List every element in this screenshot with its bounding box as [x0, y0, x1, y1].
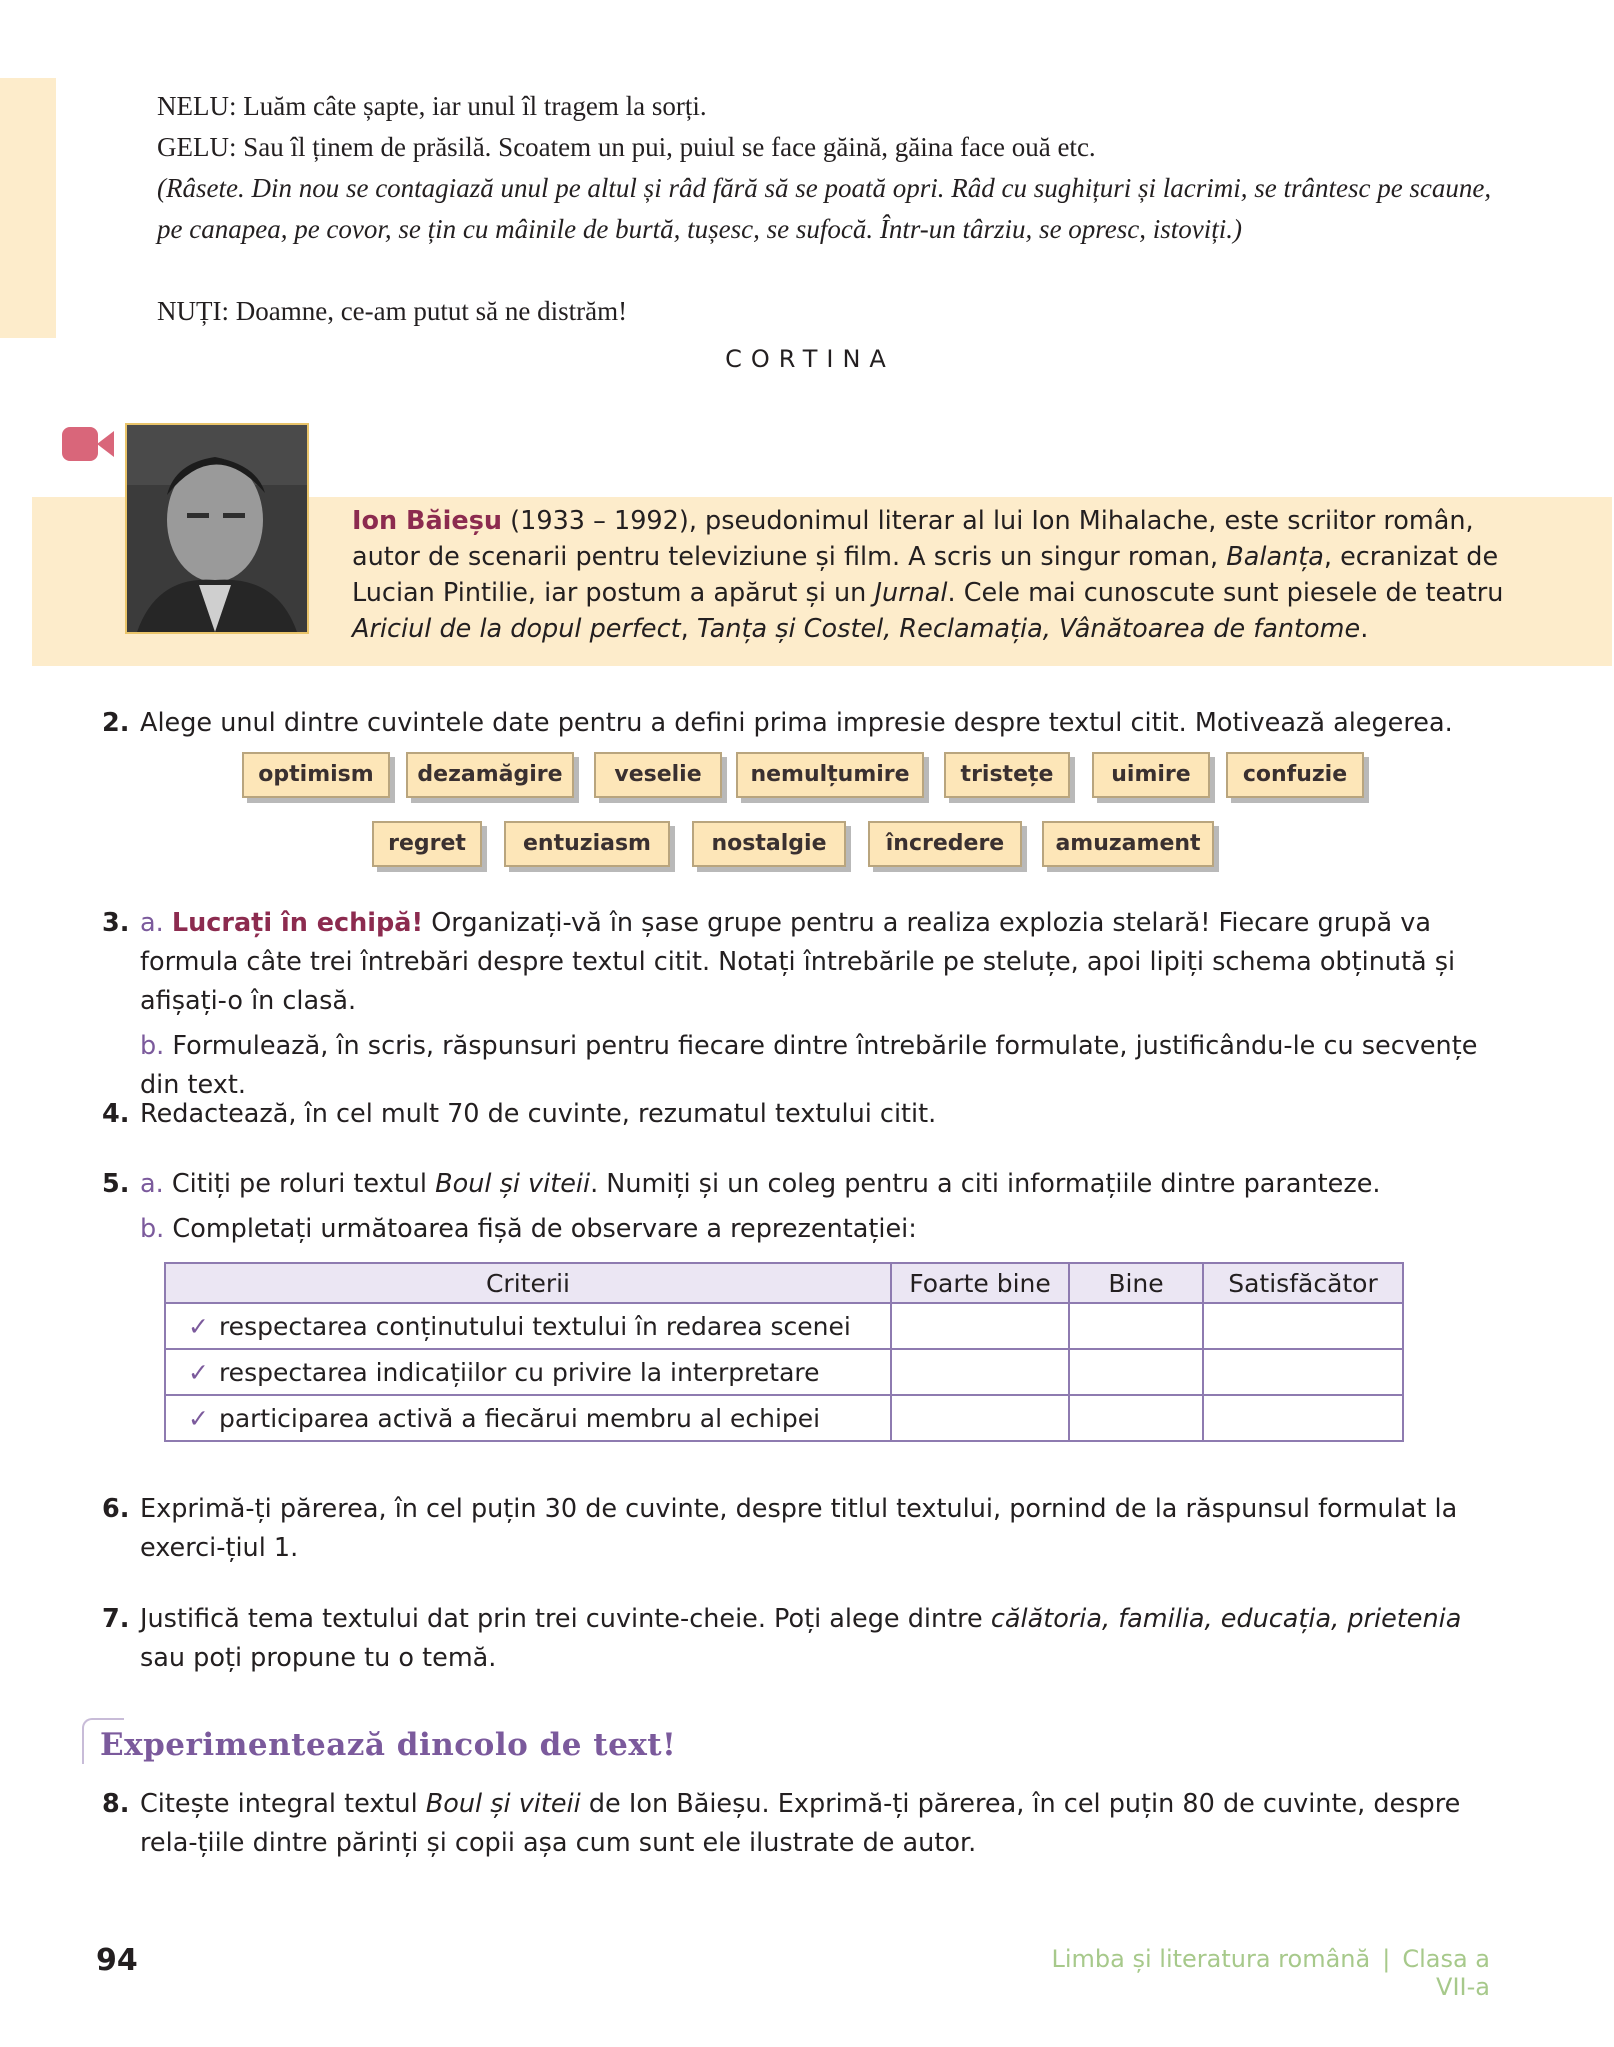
dialogue-line-nuti: NUȚI: Doamne, ce-am putut să ne distrăm! [157, 296, 628, 326]
stage-direction-text: (Râsete. Din nou se contagiază unul pe altul și râd fără să se poată opri. Râd cu sughițuri și lacrimi, se trântesc pe scaune, pe canapea, pe covor, se țin cu mâinile de burtă, tușesc, se sufocă. Într-un târziu, se opresc, istoviți.) [157, 173, 1492, 244]
footer [1020, 1945, 1490, 2001]
bio-italic: Jurnal [874, 578, 948, 608]
rating-cell[interactable] [1069, 1395, 1203, 1441]
criteria-text: participarea activă a fiecărui membru al echipei [218, 1403, 821, 1433]
word-chip[interactable]: încredere [868, 821, 1022, 867]
bio-part: . [1360, 614, 1369, 644]
question-number: 8. [102, 1789, 130, 1819]
question-text: Exprimă-ți părerea, în cel puțin 30 de cuvinte, despre titlul textului, pornind de la răspunsul formulat la exerci-țiul 1. [140, 1494, 1458, 1563]
question-text: Citiți pe roluri textul [171, 1169, 436, 1199]
question-part: de Ion Băieșu. Exprimă-ți părerea, în cel puțin 80 de cuvinte, despre rela-țiile dintre părinți și copii așa cum sunt ele ilustrate de autor. [140, 1789, 1461, 1858]
table-header: Foarte bine [891, 1263, 1069, 1303]
word-chip[interactable]: dezamăgire [406, 752, 574, 798]
rating-cell[interactable] [891, 1303, 1069, 1349]
word-chip[interactable]: confuzie [1226, 752, 1364, 798]
dialogue-line-nelu: NELU: Luăm câte șapte, iar unul îl tragem la sorți. [157, 91, 707, 121]
question-7 [102, 1600, 1512, 1678]
bio-part: . Cele mai cunoscute sunt piesele de teatru [947, 578, 1504, 608]
table-row [165, 1395, 1403, 1441]
question-text: . Numiți și un coleg pentru a citi informațiile dintre paranteze. [590, 1169, 1381, 1199]
rating-cell[interactable] [1203, 1395, 1403, 1441]
question-part: sau poți propune tu o temă. [140, 1643, 497, 1673]
word-chip[interactable]: uimire [1092, 752, 1210, 798]
sub-label: b. [140, 1214, 165, 1244]
question-text: Completați următoarea fișă de observare a reprezentației: [172, 1214, 917, 1244]
question-number: 3. [102, 908, 130, 938]
question-number: 7. [102, 1604, 130, 1634]
rating-cell[interactable] [891, 1395, 1069, 1441]
word-chip[interactable]: regret [372, 821, 482, 867]
question-part: Justifică tema textului dat prin trei cuvinte-cheie. Poți alege dintre [140, 1604, 991, 1634]
question-text [140, 1785, 1512, 1863]
question-3 [102, 904, 1512, 1105]
sub-label: a. [140, 1169, 164, 1199]
bio-part: , [680, 614, 697, 644]
footer-grade: Clasa a VII-a [1402, 1945, 1490, 2001]
observation-table [164, 1262, 1404, 1442]
table-header: Criterii [165, 1263, 891, 1303]
question-text: Alege unul dintre cuvintele date pentru a defini prima impresie despre textul citit. Motivează alegerea. [140, 708, 1453, 738]
rating-cell[interactable] [1203, 1303, 1403, 1349]
criteria-text: respectarea indicațiilor cu privire la interpretare [218, 1357, 820, 1387]
question-text: Organizați-vă în șase grupe pentru a realiza explozia stelară! Fiecare grupă va formula câte trei întrebări despre textul citit. Notați întrebările pe steluțe, apoi lipiți schema obținută și afișați-o în clasă. [140, 908, 1456, 1016]
bio-italic: Balanța [1226, 542, 1324, 572]
bio-italic: Ariciul de la dopul perfect [352, 614, 681, 644]
question-number: 6. [102, 1494, 130, 1524]
question-number: 2. [102, 708, 130, 738]
check-icon: ✓ [188, 1403, 209, 1433]
word-chip[interactable]: nemulțumire [736, 752, 924, 798]
cortina-label: CORTINA [725, 345, 895, 373]
word-chip[interactable]: entuziasm [504, 821, 670, 867]
sub-label: b. [140, 1031, 165, 1061]
bio-italic: Tanța și Costel, Reclamația, Vânătoarea de fantome [696, 614, 1361, 644]
criteria-cell [165, 1303, 891, 1349]
bio-part: (1933 – 1992), pseudonimul literar al lui Ion Mihalache, este scriitor român, autor de scenarii pentru televiziune și film. A scris un singur roman, [352, 506, 1474, 572]
rating-cell[interactable] [891, 1349, 1069, 1395]
rating-cell[interactable] [1069, 1349, 1203, 1395]
table-header: Bine [1069, 1263, 1203, 1303]
word-chip[interactable]: tristețe [944, 752, 1070, 798]
question-part: Citește integral textul [140, 1789, 426, 1819]
rating-cell[interactable] [1069, 1303, 1203, 1349]
question-number: 5. [102, 1169, 130, 1199]
question-italic: Boul și viteii [425, 1789, 581, 1819]
bio-part: , ecranizat de Lucian Pintilie, iar postum a apărut și un [352, 542, 1499, 608]
stage-direction [157, 168, 1507, 250]
footer-subject: Limba și literatura română [1051, 1945, 1371, 1973]
word-chip[interactable]: optimism [242, 752, 390, 798]
word-chip[interactable]: veselie [594, 752, 722, 798]
question-5b [140, 1210, 1512, 1249]
question-text [140, 1600, 1512, 1678]
rating-cell[interactable] [1203, 1349, 1403, 1395]
page-number: 94 [96, 1943, 138, 1978]
word-chip[interactable]: amuzament [1042, 821, 1214, 867]
team-work-label: Lucrați în echipă! [171, 908, 424, 938]
video-camera-icon[interactable] [62, 427, 114, 461]
criteria-cell [165, 1395, 891, 1441]
check-icon: ✓ [188, 1357, 209, 1387]
question-5 [102, 1165, 1512, 1249]
criteria-cell [165, 1349, 891, 1395]
portrait-image [127, 425, 307, 632]
question-3b [140, 1027, 1512, 1105]
sub-label: a. [140, 908, 164, 938]
question-italic: Boul și viteii [435, 1169, 591, 1199]
table-header-row [165, 1263, 1403, 1303]
dialogue-line-gelu: GELU: Sau îl ținem de prăsilă. Scoatem un pui, puiul se face găină, găina face ouă etc. [157, 132, 1096, 162]
table-row [165, 1303, 1403, 1349]
table-row [165, 1349, 1403, 1395]
criteria-text: respectarea conținutului textului în redarea scenei [218, 1311, 851, 1341]
author-bio-text [352, 503, 1512, 647]
question-2 [102, 704, 1512, 743]
question-4 [102, 1095, 1512, 1134]
author-name: Ion Băieșu [352, 506, 503, 536]
question-8 [102, 1785, 1512, 1863]
question-number: 4. [102, 1099, 130, 1129]
question-6 [102, 1490, 1512, 1568]
question-3a [140, 904, 1512, 1021]
footer-separator: | [1382, 1945, 1391, 1973]
question-5a [140, 1165, 1512, 1204]
section-title: Experimentează dincolo de text! [100, 1727, 677, 1763]
question-italic: călătoria, familia, educația, prietenia [990, 1604, 1462, 1634]
question-text: Formulează, în scris, răspunsuri pentru fiecare dintre întrebările formulate, justificându-le cu secvențe din text. [140, 1031, 1478, 1100]
author-portrait [125, 423, 309, 634]
table-header: Satisfăcător [1203, 1263, 1403, 1303]
left-margin-tab [0, 78, 56, 338]
word-chip[interactable]: nostalgie [692, 821, 846, 867]
check-icon: ✓ [188, 1311, 209, 1341]
question-text: Redactează, în cel mult 70 de cuvinte, rezumatul textului citit. [140, 1099, 937, 1129]
